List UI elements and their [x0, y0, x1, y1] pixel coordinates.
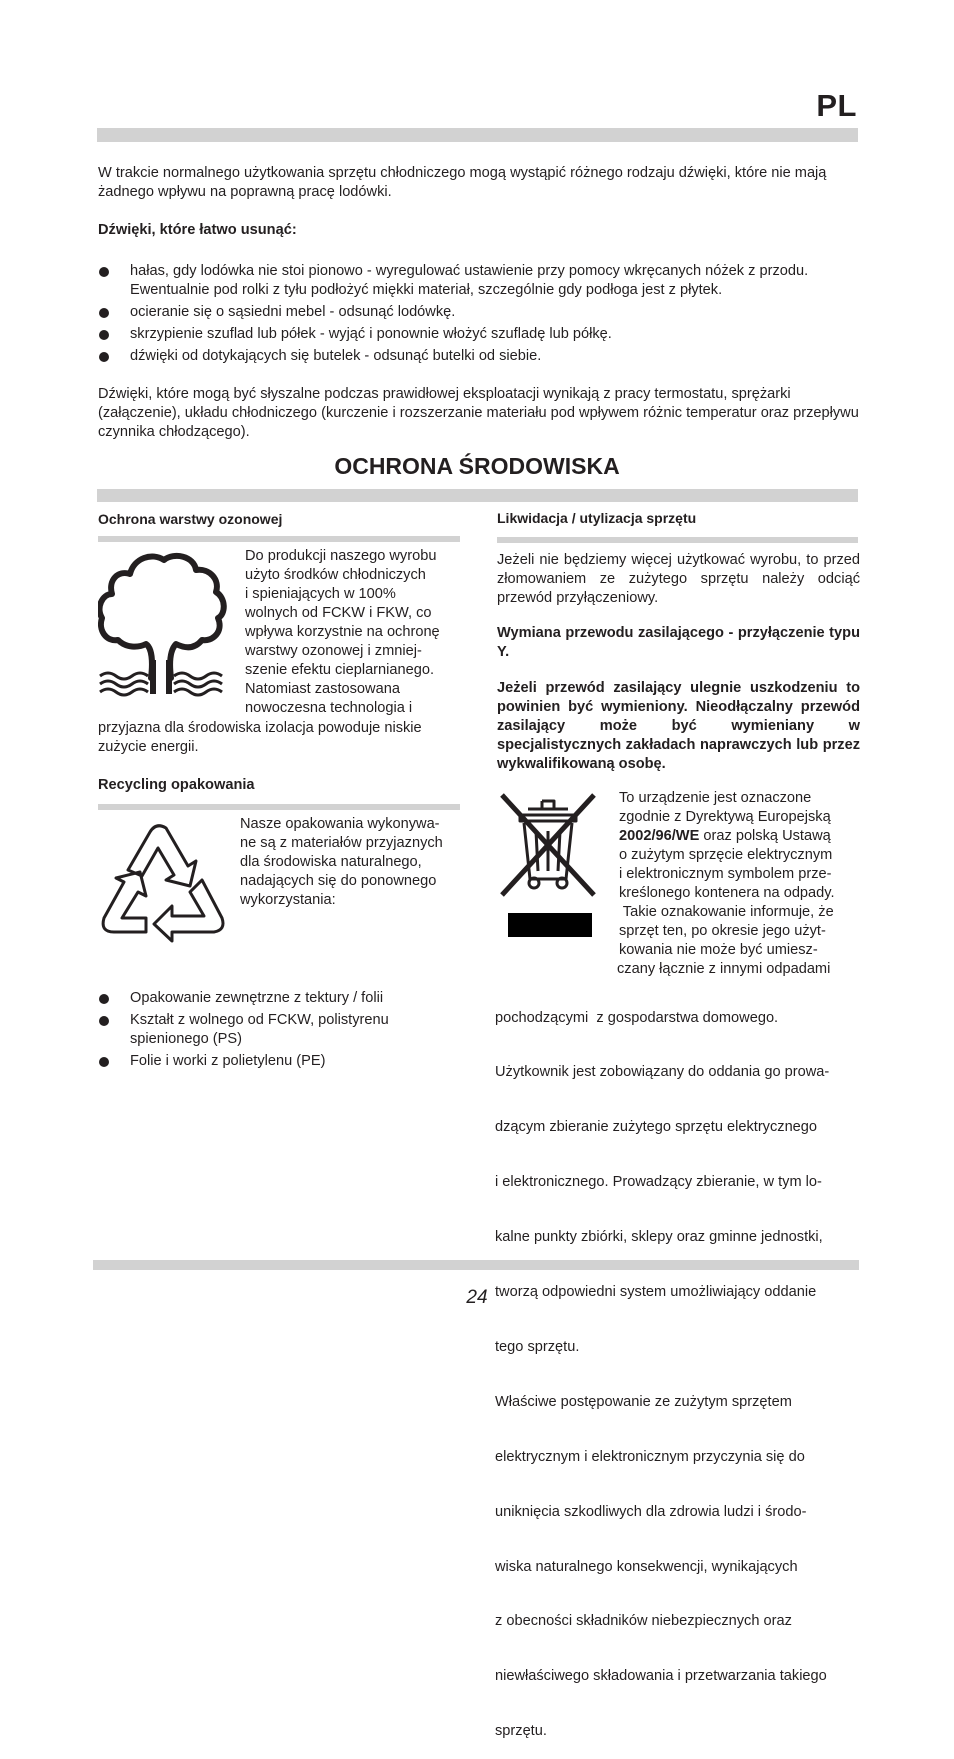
recycling-text-block [240, 815, 465, 910]
weee-tail-line: elektrycznym i elektronicznym przyczynia się do [495, 1448, 805, 1465]
list-item: Kształt z wolnego od FCKW, polistyrenu spienionego (PS) [98, 1011, 428, 1049]
disposal-heading: Likwidacja / utylizacja sprzętu [497, 510, 697, 526]
weee-tail-line: dzącym zbieranie zużytego sprzętu elektrycznego [495, 1119, 818, 1136]
ozone-line: szenie efektu cieplarnianego. [245, 662, 435, 678]
weee-tail-block [495, 972, 865, 1759]
weee-line: i elektronicznym symbolem prze- [619, 866, 832, 882]
list-item: dźwięki od dotykających się butelek - odsunąć butelki od siebie. [98, 347, 858, 366]
removable-heading: Dźwięki, które łatwo usunąć: [98, 222, 297, 238]
noise-bullet-list [98, 262, 858, 366]
packaging-bullet-list [98, 989, 428, 1071]
cable-heading: Wymiana przewodu zasilającego - przyłączenie typu Y. [497, 625, 860, 660]
ozone-heading: Ochrona warstwy ozonowej [98, 511, 283, 527]
ozone-line: Natomiast zastosowana [245, 681, 400, 697]
recycling-line: ne są z materiałów przyjaznych [240, 835, 443, 851]
weee-line: Takie oznakowanie informuje, że [619, 904, 834, 920]
ozone-line: i spieniających w 100% [245, 586, 396, 602]
weee-tail-line: tego sprzętu. [495, 1338, 580, 1355]
weee-tail-line: z obecności składników niebezpiecznych oraz [495, 1613, 792, 1630]
weee-tail-line: niewłaściwego składowania i przetwarzania takiego [495, 1668, 827, 1685]
list-item: ocieranie się o sąsiedni mebel - odsunąć lodówkę. [98, 303, 858, 322]
recycling-line: nadających się do ponownego [240, 873, 437, 889]
weee-tail-line: wiska naturalnego konsekwencji, wynikających [495, 1558, 798, 1575]
weee-line: To urządzenie jest oznaczone [619, 790, 812, 806]
section-rule [97, 489, 858, 502]
weee-tail-line: uniknięcia szkodliwych dla zdrowia ludzi i środo- [495, 1503, 807, 1520]
weee-tail-line: pochodzącymi z gospodarstwa domowego. [495, 1009, 779, 1026]
list-item: skrzypienie szuflad lub półek - wyjąć i ponownie włożyć szufladę lub półkę. [98, 325, 858, 344]
weee-line: kowania nie może być umiesz- [619, 942, 818, 958]
weee-line: zgodnie z Dyrektywą Europejską [619, 809, 831, 825]
tree-icon [98, 552, 228, 697]
weee-text-block [619, 789, 864, 979]
ozone-line: nowoczesna technologia i [245, 700, 413, 716]
weee-tail-line: Właściwe postępowanie ze zużytym sprzętem [495, 1393, 792, 1410]
section-title: OCHRONA ŚRODOWISKA [334, 453, 620, 479]
intro-paragraph: W trakcie normalnego użytkowania sprzętu chłodniczego mogą wystąpić różnego rodzaju dźwięki, które nie mają żadnego wpływu na poprawną pracę lodówki. [98, 165, 827, 200]
weee-line: sprzęt ten, po okresie jego użyt- [619, 923, 826, 939]
weee-tail-line: sprzętu. [495, 1723, 547, 1740]
header-rule [97, 128, 858, 142]
weee-bin-icon [498, 791, 602, 941]
weee-line-rest: oraz polską Ustawą [699, 828, 831, 844]
weee-tail-line: tworzą odpowiedni system umożliwiający oddanie [495, 1284, 817, 1301]
disposal-text: Jeżeli nie będziemy więcej użytkować wyrobu, to przed złomowaniem ze zużytego sprzętu należy odciąć przewód przyłączeniowy. [497, 552, 860, 606]
recycling-line: wykorzystania: [240, 892, 336, 908]
weee-line: czany łącznie z innymi odpadami [617, 961, 831, 977]
list-item: Opakowanie zewnętrzne z tektury / folii [98, 989, 428, 1008]
weee-tail-line: kalne punkty zbiórki, sklepy oraz gminne jednostki, [495, 1229, 823, 1246]
ozone-line: wpływa korzystnie na ochronę [245, 624, 440, 640]
directive-number: 2002/96/WE [619, 828, 700, 844]
recycling-line: Nasze opakowania wykonywa- [240, 816, 440, 832]
footer-rule [93, 1260, 859, 1270]
language-code: PL [816, 88, 857, 123]
cable-text: Jeżeli przewód zasilający ulegnie uszkodzeniu to powinien być wymieniony. Nieodłączalny przewód zasilający może być wymieniany w specjalistycznych zakładach naprawczych lub przez wykwalifikowaną osobę. [497, 680, 860, 772]
list-item: hałas, gdy lodówka nie stoi pionowo - wyregulować ustawienie przy pomocy wkręcanych nóżek z przodu. Ewentualnie pod rolki z tyłu podłożyć miękki materiał, szczególnie gdy podłoga jest z płytek. [98, 262, 858, 300]
ozone-text-block [245, 547, 465, 718]
ozone-line: Do produkcji naszego wyrobu [245, 548, 437, 564]
weee-line: kreślonego kontenera na odpady. [619, 885, 835, 901]
disposal-rule [497, 537, 858, 543]
page-number: 24 [466, 1287, 488, 1308]
weee-line-directive [619, 827, 864, 846]
recycling-rule [98, 804, 460, 810]
ozone-tail: przyjazna dla środowiska izolacja powoduje niskie zużycie energii. [98, 720, 422, 755]
weee-tail-line: Użytkownik jest zobowiązany do oddania go prowa- [495, 1064, 830, 1081]
recycling-heading: Recycling opakowania [98, 777, 255, 793]
recycle-icon [98, 818, 228, 956]
ozone-line: wolnych od FCKW i FKW, co [245, 605, 432, 621]
recycling-line: dla środowiska naturalnego, [240, 854, 422, 870]
list-item: Folie i worki z polietylenu (PE) [98, 1052, 428, 1071]
normal-sounds-paragraph: Dźwięki, które mogą być słyszalne podczas prawidłowej eksploatacji wynikają z pracy termostatu, sprężarki (załączenie), układu chłodniczego (kurczenie i rozszerzanie materiału pod wpływem różnic temperatur oraz przepływu czynnika chłodzącego). [98, 386, 859, 440]
weee-line: o zużytym sprzęcie elektrycznym [619, 847, 833, 863]
ozone-line: warstwy ozonowej i zmniej- [245, 643, 422, 659]
ozone-rule [98, 536, 460, 542]
weee-tail-line: i elektronicznego. Prowadzący zbieranie, w tym lo- [495, 1174, 822, 1191]
ozone-line: użyto środków chłodniczych [245, 567, 426, 583]
